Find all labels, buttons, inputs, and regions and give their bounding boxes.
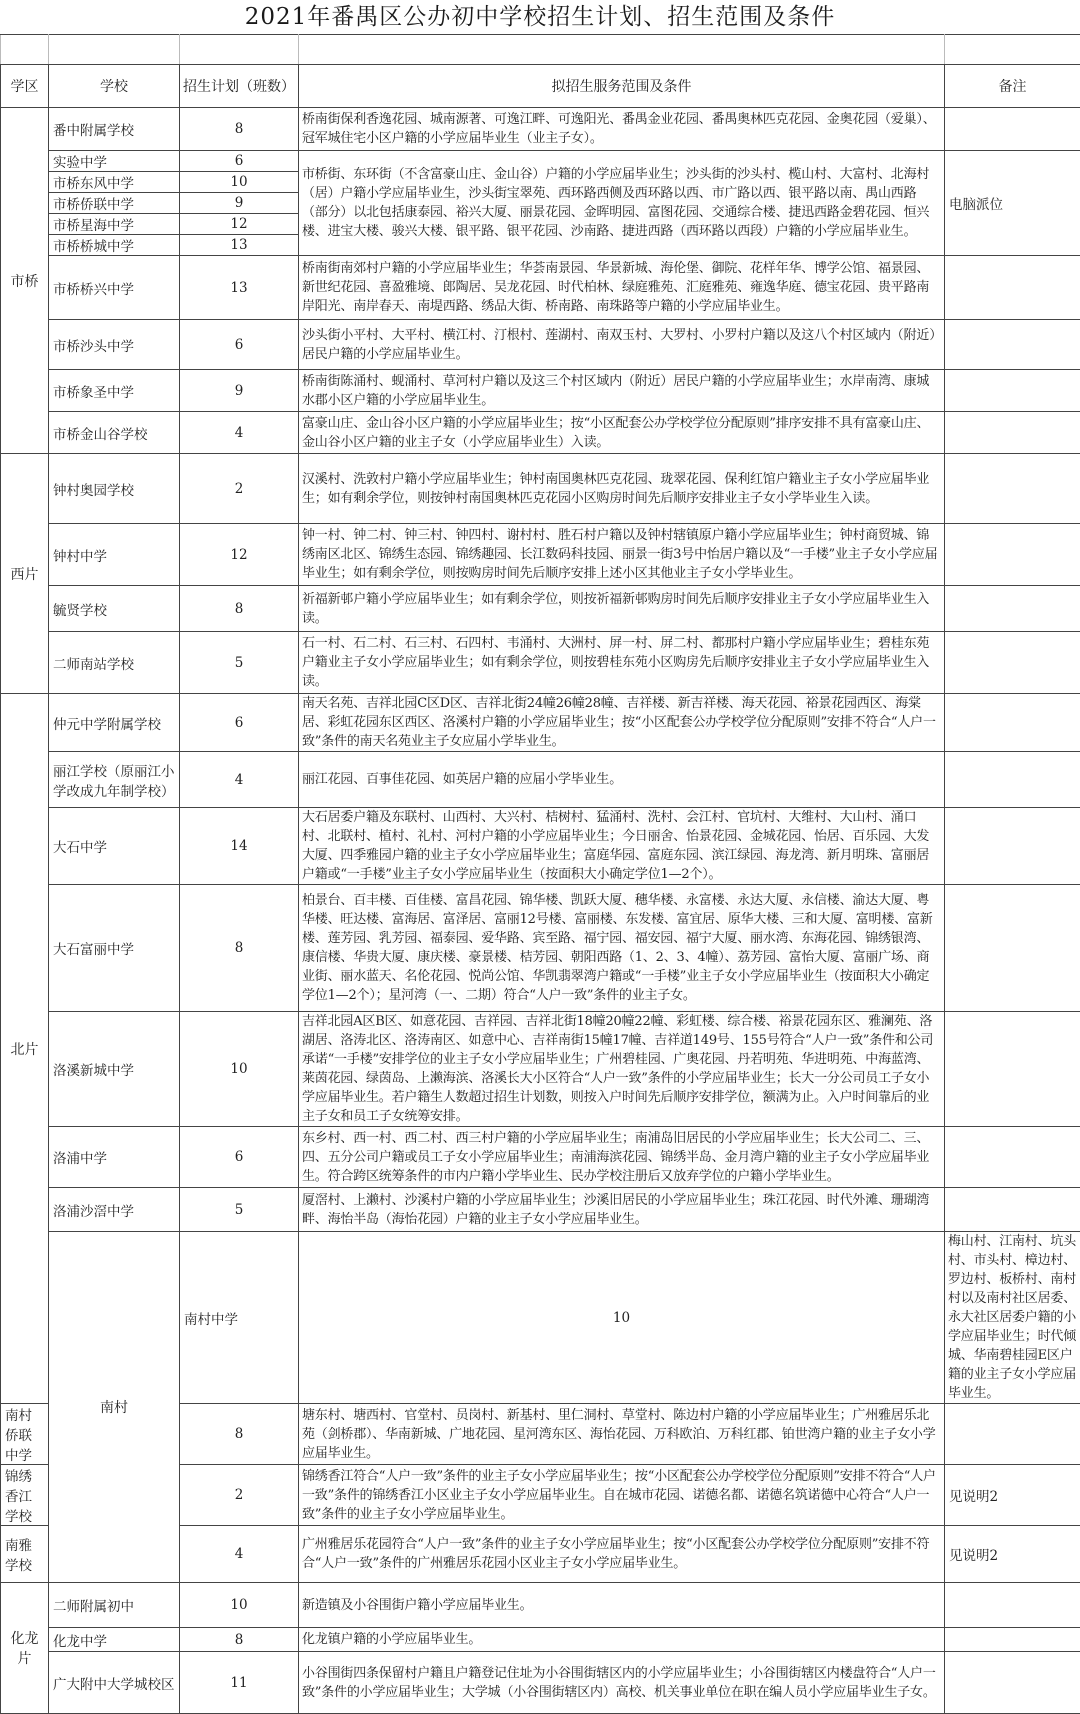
table-row	[1, 694, 1080, 752]
scope-text: 广州雅居乐花园符合“人户一致”条件的业主子女小学应届毕业生；按“小区配套公办学校学位分配原则”安排不符合“人户一致”条件的广州雅居乐花园小区业主子女小学应届毕业生。	[299, 1526, 945, 1583]
plan-count: 4	[180, 412, 299, 454]
scope-text: 大石居委户籍及东联村、山西村、大兴村、桔树村、猛涌村、洗村、会江村、官坑村、大维村、大山村、涌口村、北联村、植村、礼村、河村户籍的小学应届毕业生；今日丽舍、怡景花园、金城花园、怡居、百乐园、大发大厦、四季雅园户籍的业主子女小学应届毕业生；富庭华园、富庭东园、滨江绿园、海龙湾、新月明珠、富丽居户籍或“一手楼”业主子女小学应届毕业生（按面积大小确定学位1—2个）。	[299, 808, 945, 885]
plan-count: 11	[180, 1652, 299, 1714]
remark-text	[945, 1628, 1080, 1652]
plan-count: 13	[180, 235, 299, 256]
school-name: 洛浦中学	[49, 1127, 180, 1188]
zone-cell-hualong: 化龙片	[1, 1583, 49, 1714]
school-name: 市桥星海中学	[49, 214, 180, 235]
scope-text: 化龙镇户籍的小学应届毕业生。	[299, 1628, 945, 1652]
remark-text	[945, 808, 1080, 885]
school-name: 市桥金山谷学校	[49, 412, 180, 454]
scope-text: 桥南街陈涌村、蚬涌村、草河村户籍以及这三个村区域内（附近）居民户籍的小学应届毕业生；水岸南湾、康城水郡小区户籍的小学应届毕业生。	[299, 370, 945, 412]
plan-count: 10	[180, 1012, 299, 1127]
zone-cell-shiqiao: 市桥	[1, 108, 49, 454]
scope-text: 锦绣香江符合“人户一致”条件的业主子女小学应届毕业生；按“小区配套公办学校学位分配原则”安排不符合“人户一致”条件的锦绣香江小区业主子女小学应届毕业生。自在城市花园、诺德名都、诺德名筑诺德中心符合“人户一致”条件的业主子女小学应届毕业生。	[299, 1465, 945, 1526]
plan-count: 2	[180, 1465, 299, 1526]
plan-count: 14	[180, 808, 299, 885]
plan-count: 13	[180, 256, 299, 320]
plan-count: 10	[180, 1583, 299, 1628]
header-zone: 学区	[1, 65, 49, 108]
scope-text: 丽江花园、百事佳花园、如英居户籍的应届小学毕业生。	[299, 752, 945, 808]
scope-text: 柏景台、百丰楼、百佳楼、富昌花园、锦华楼、凯跃大厦、穗华楼、永富楼、永达大厦、永信楼、渝达大厦、粤华楼、旺达楼、富海居、富泽居、富丽12号楼、富丽楼、东发楼、富宜居、原华大楼、三和大厦、富明楼、富新楼、莲芳园、乳芳园、福泰园、爱华路、宾至路、福宁园、福安园、福宁大厦、丽水湾、东海花园、锦绣银湾、康信楼、华贵大厦、康庆楼、豪景楼、桔芳园、朝阳西路（1、2、3、4幢）、荔芳园、富怡大厦、富丽广场、商业街、丽水蓝天、名伦花园、悦尚公馆、华凯翡翠湾户籍或“一手楼”业主子女小学应届毕业生（按面积大小确定学位1—2个）；星河湾（一、二期）符合“人户一致”条件的业主子女。	[299, 885, 945, 1012]
header-row	[1, 65, 1080, 108]
remark-text	[945, 1652, 1080, 1714]
plan-count: 6	[180, 1127, 299, 1188]
table-row	[1, 412, 1080, 454]
scope-text: 桥南街南郊村户籍的小学应届毕业生；华荟南景园、华景新城、海伦堡、御院、花样年华、博学公馆、福景园、新世纪花园、喜盈雅境、郎陶居、吴龙花园、时代柏林、绿庭雅苑、汇庭雅苑、雍逸华庭、德宝花园、贵平路南岸阳光、南岸春天、南堤西路、绣品大街、桥南路、南珠路等户籍的小学应届毕业生。	[299, 256, 945, 320]
remark-text	[945, 256, 1080, 320]
remark-text: 见说明2	[945, 1526, 1080, 1583]
plan-count: 10	[299, 1232, 945, 1404]
school-name: 毓贤学校	[49, 586, 180, 632]
school-name: 大石富丽中学	[49, 885, 180, 1012]
school-name: 二师南站学校	[49, 632, 180, 694]
plan-count: 8	[180, 108, 299, 151]
plan-count: 9	[180, 370, 299, 412]
school-name: 市桥沙头中学	[49, 320, 180, 370]
plan-count: 10	[180, 172, 299, 193]
school-name: 市桥桥城中学	[49, 235, 180, 256]
table-row	[1, 1012, 1080, 1127]
school-name: 南村中学	[180, 1232, 299, 1404]
scope-text: 吉祥北园A区B区、如意花园、吉祥园、吉祥北街18幢20幢22幢、彩虹楼、综合楼、裕景花园东区、雅澜苑、洛湖居、洛涛北区、洛涛南区、如意中心、吉祥南街15幢17幢、吉祥道149号、155号符合“人户一致”条件和公司承诺“一手楼”安排学位的业主子女小学应届毕业生；广州碧桂园、广奥花园、丹若明苑、华进明苑、中海蓝湾、莱茵花园、绿茵岛、上濑海滨、洛溪长大小区符合“人户一致”条件的小学应届毕业生；长大一分公司员工子女小学应届毕业生。若户籍生人数超过招生计划数，则按入户时间先后顺序安排学位，额满为止。入户时间靠后的业主子女和员工子女统筹安排。	[299, 1012, 945, 1127]
remark-text	[945, 632, 1080, 694]
plan-count: 2	[180, 454, 299, 524]
plan-count: 5	[180, 632, 299, 694]
plan-count: 8	[180, 1404, 299, 1465]
school-name: 南雅学校	[1, 1526, 49, 1583]
plan-count: 6	[180, 320, 299, 370]
school-name: 市桥象圣中学	[49, 370, 180, 412]
remark-text	[945, 1188, 1080, 1232]
school-name: 大石中学	[49, 808, 180, 885]
plan-count: 6	[180, 151, 299, 172]
remark-text	[945, 412, 1080, 454]
table-row	[1, 524, 1080, 586]
table-row	[1, 1583, 1080, 1628]
table-row	[1, 1232, 1080, 1404]
remark-text	[945, 370, 1080, 412]
remark-text	[945, 1404, 1080, 1465]
table-row	[1, 586, 1080, 632]
table-row	[1, 808, 1080, 885]
scope-text: 祈福新邨户籍小学应届毕业生；如有剩余学位，则按祈福新邨购房时间先后顺序安排业主子女小学应届毕业生入读。	[299, 586, 945, 632]
header-remark: 备注	[945, 65, 1080, 108]
header-school: 学校	[49, 65, 180, 108]
shared-remark-text: 电脑派位	[945, 151, 1080, 256]
plan-count: 9	[180, 193, 299, 214]
scope-text: 新造镇及小谷围街户籍小学应届毕业生。	[299, 1583, 945, 1628]
plan-count: 6	[180, 694, 299, 752]
table-row	[1, 370, 1080, 412]
scope-text: 沙头街小平村、大平村、横江村、汀根村、莲湖村、南双玉村、大罗村、小罗村户籍以及这八个村区域内（附近）居民户籍的小学应届毕业生。	[299, 320, 945, 370]
table-row	[1, 1127, 1080, 1188]
remark-text	[945, 1012, 1080, 1127]
plan-count: 12	[180, 214, 299, 235]
scope-text: 桥南街保利香逸花园、城南源著、可逸江畔、可逸阳光、番禺金业花园、番禺奥林匹克花园、金奥花园（爱巢）、冠军城住宅小区户籍的小学应届毕业生（业主子女）。	[299, 108, 945, 151]
plan-count: 8	[180, 1628, 299, 1652]
school-name: 广大附中大学城校区	[49, 1652, 180, 1714]
plan-count: 8	[180, 586, 299, 632]
school-name: 南村侨联中学	[1, 1404, 49, 1465]
scope-text: 梅山村、江南村、坑头村、市头村、樟边村、罗边村、板桥村、南村村以及南村社区居委、永大社区居委户籍的小学应届毕业生；时代倾城、华南碧桂园E区户籍的业主子女小学应届毕业生。	[945, 1232, 1080, 1404]
table-row	[1, 454, 1080, 524]
remark-text	[945, 885, 1080, 1012]
scope-text: 厦滘村、上濑村、沙溪村户籍的小学应届毕业生；沙溪旧居民的小学应届毕业生；珠江花园、时代外滩、珊瑚湾畔、海怡半岛（海怡花园）户籍的业主子女小学应届毕业生。	[299, 1188, 945, 1232]
header-plan: 招生计划（班数）	[180, 65, 299, 108]
table-row	[1, 151, 1080, 172]
scope-text: 小谷围街四条保留村户籍且户籍登记住址为小谷围街辖区内的小学应届毕业生；小谷围街辖区内楼盘符合“人户一致”条件的小学应届毕业生；大学城（小谷围街辖区内）高校、机关事业单位在职在编人员小学应届毕业生子女。	[299, 1652, 945, 1714]
scope-text: 东乡村、西一村、西二村、西三村户籍的小学应届毕业生；南浦岛旧居民的小学应届毕业生；长大公司二、三、四、五分公司户籍或员工子女小学应届毕业生；南浦海滨花园、锦绣半岛、金月湾户籍的业主子女小学应届毕业生。符合跨区统筹条件的市内户籍小学毕业生、民办学校注册后又放弃学位的户籍小学毕业生。	[299, 1127, 945, 1188]
school-name: 仲元中学附属学校	[49, 694, 180, 752]
plan-count: 5	[180, 1188, 299, 1232]
remark-text	[945, 694, 1080, 752]
table-row	[1, 632, 1080, 694]
school-name: 洛浦沙滘中学	[49, 1188, 180, 1232]
remark-text	[945, 1127, 1080, 1188]
remark-text	[945, 108, 1080, 151]
remark-text	[945, 320, 1080, 370]
school-name: 化龙中学	[49, 1628, 180, 1652]
school-name: 钟村奥园学校	[49, 454, 180, 524]
remark-text	[945, 586, 1080, 632]
school-name: 市桥桥兴中学	[49, 256, 180, 320]
page-title: 2021年番禺区公办初中学校招生计划、招生范围及条件	[0, 0, 1080, 34]
header-scope: 拟招生服务范围及条件	[299, 65, 945, 108]
table-row	[1, 885, 1080, 1012]
scope-text: 钟一村、钟二村、钟三村、钟四村、谢村村、胜石村户籍以及钟村辖镇原户籍小学应届毕业生；钟村商贸城、锦绣南区北区、锦绣生态园、锦绣趣园、长江数码科技园、丽景一街3号中怡居户籍以及“一手楼”业主子女小学应届毕业生；如有剩余学位，则按购房时间先后顺序安排上述小区其他业主子女小学毕业生。	[299, 524, 945, 586]
school-name: 市桥侨联中学	[49, 193, 180, 214]
plan-count: 4	[180, 752, 299, 808]
table-row	[1, 1188, 1080, 1232]
table-row	[1, 1628, 1080, 1652]
school-name: 洛溪新城中学	[49, 1012, 180, 1127]
admission-table	[0, 34, 1080, 1714]
blank-row	[1, 35, 1080, 65]
remark-text	[945, 454, 1080, 524]
scope-text: 塘东村、塘西村、官堂村、员岗村、新基村、里仁洞村、草堂村、陈边村户籍的小学应届毕业生；广州雅居乐北苑（剑桥郡）、华南新城、广地花园、星河湾东区、海怡花园、万科欧泊、万科红郡、铂世湾户籍的业主子女小学应届毕业生。	[299, 1404, 945, 1465]
plan-count: 12	[180, 524, 299, 586]
scope-text: 汉溪村、洗敦村户籍小学应届毕业生；钟村南国奥林匹克花园、珑翠花园、保利红馆户籍业主子女小学应届毕业生；如有剩余学位，则按钟村南国奥林匹克花园小区购房时间先后顺序安排业主子女小学毕业生入读。	[299, 454, 945, 524]
school-name: 番中附属学校	[49, 108, 180, 151]
table-row	[1, 108, 1080, 151]
school-name: 丽江学校（原丽江小学改成九年制学校）	[49, 752, 180, 808]
scope-text: 富豪山庄、金山谷小区户籍的小学应届毕业生；按“小区配套公办学校学位分配原则”排序安排不具有富豪山庄、金山谷小区户籍的业主子女（小学应届毕业生）入读。	[299, 412, 945, 454]
school-name: 锦绣香江学校	[1, 1465, 49, 1526]
school-name: 实验中学	[49, 151, 180, 172]
table-row	[1, 752, 1080, 808]
school-name: 二师附属初中	[49, 1583, 180, 1628]
remark-text: 见说明2	[945, 1465, 1080, 1526]
table-row	[1, 1652, 1080, 1714]
table-row	[1, 320, 1080, 370]
shared-scope-text: 市桥街、东环街（不含富豪山庄、金山谷）户籍的小学应届毕业生；沙头街的沙头村、榄山村、大富村、北海村（居）户籍小学应届毕业生，沙头街宝翠苑、西环路西侧及西环路以西、市广路以西、银平路以南、禺山西路（部分）以北包括康泰园、裕兴大厦、丽景花园、金晖明园、富图花园、交通综合楼、捷迅西路金碧花园、恒兴楼、进宝大楼、骏兴大楼、银平路、银平花园、沙南路、捷进西路（西环路以西段）户籍的小学应届毕业生。	[299, 151, 945, 256]
school-name: 市桥东风中学	[49, 172, 180, 193]
remark-text	[945, 524, 1080, 586]
remark-text	[945, 752, 1080, 808]
zone-cell-xipian: 西片	[1, 454, 49, 694]
plan-count: 8	[180, 885, 299, 1012]
table-row	[1, 256, 1080, 320]
school-name: 钟村中学	[49, 524, 180, 586]
zone-cell-nancun: 南村	[49, 1232, 180, 1583]
scope-text: 石一村、石二村、石三村、石四村、韦涌村、大洲村、屏一村、屏二村、都那村户籍小学应届毕业生；碧桂东苑户籍业主子女小学应届毕业生；如有剩余学位，则按碧桂东苑小区购房先后顺序安排业主子女小学应届毕业生入读。	[299, 632, 945, 694]
zone-cell-beipian: 北片	[1, 694, 49, 1404]
scope-text: 南天名苑、吉祥北园C区D区、吉祥北街24幢26幢28幢、吉祥楼、新吉祥楼、海天花园、裕景花园西区、海棠居、彩虹花园东区西区、洛溪村户籍的小学应届毕业生；按“小区配套公办学校学位分配原则”安排不符合“人户一致”条件的南天名苑业主子女应届小学毕业生。	[299, 694, 945, 752]
plan-count: 4	[180, 1526, 299, 1583]
remark-text	[945, 1583, 1080, 1628]
